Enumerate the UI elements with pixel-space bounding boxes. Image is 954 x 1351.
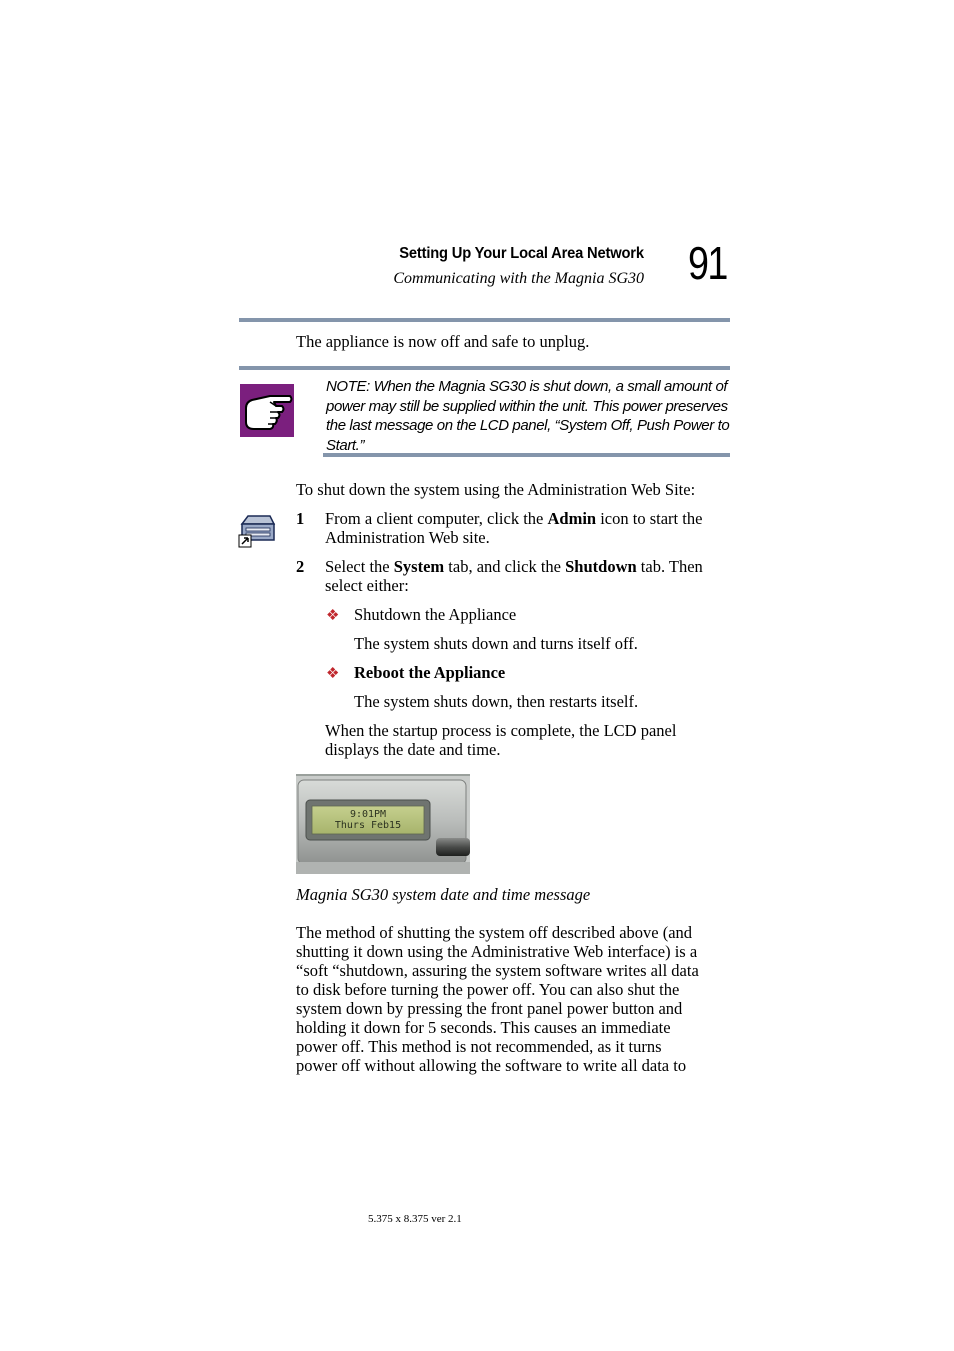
lcd-readout <box>314 809 422 831</box>
step-2-text: Select the System tab, and click the Shutdown tab. Then select either: <box>325 557 703 595</box>
closing-line: “soft “shutdown, assuring the system software writes all data <box>296 961 699 980</box>
closing-line: power off. This method is not recommended, as it turns <box>296 1037 662 1056</box>
page-number: 91 <box>688 237 727 289</box>
lcd-date: Thurs Feb15 <box>334 820 402 831</box>
closing-line: holding it down for 5 seconds. This causes an immediate <box>296 1018 671 1037</box>
bullet-diamond-icon: ❖ <box>326 608 340 624</box>
option-2-label: Reboot the Appliance <box>354 663 506 682</box>
step-2-number: 2 <box>296 557 305 576</box>
chapter-title: Setting Up Your Local Area Network <box>399 245 644 262</box>
closing-line: to disk before turning the power off. You can also shut the <box>296 980 680 999</box>
pointing-hand-icon <box>240 384 294 437</box>
footer-version: 5.375 x 8.375 ver 2.1 <box>368 1213 462 1225</box>
lcd-time: 9:01PM <box>349 809 387 820</box>
option-1-description: The system shuts down and turns itself off. <box>354 634 638 653</box>
note-text: NOTE: When the Magnia SG30 is shut down, a small amount of power may still be supplied within the unit. This power preserves the last message on the LCD panel, “System Off, Push Power to Start.” <box>326 378 730 454</box>
procedure-intro: To shut down the system using the Administration Web Site: <box>296 480 696 499</box>
closing-line: The method of shutting the system off described above (and <box>296 923 693 942</box>
step-1-text: From a client computer, click the Admin icon to start the Administration Web site. <box>325 509 703 547</box>
option-2-description: The system shuts down, then restarts itself. <box>354 692 639 711</box>
closing-line: shutting it down using the Administrative Web interface) is a <box>296 942 698 961</box>
top-rule <box>239 318 730 322</box>
step-1-number: 1 <box>296 509 305 528</box>
option-1-label: Shutdown the Appliance <box>354 605 517 624</box>
startup-text: When the startup process is complete, the LCD panel displays the date and time. <box>325 721 677 759</box>
closing-paragraph <box>296 923 736 1075</box>
admin-icon[interactable] <box>238 514 276 548</box>
closing-line: system down by pressing the front panel power button and <box>296 999 683 1018</box>
note-top-rule <box>239 366 730 370</box>
section-title: Communicating with the Magnia SG30 <box>393 270 644 287</box>
figure-caption: Magnia SG30 system date and time message <box>296 885 591 904</box>
lcd-panel-image <box>296 774 470 874</box>
note-bottom-rule <box>323 453 730 457</box>
intro-text: The appliance is now off and safe to unplug. <box>296 332 590 351</box>
bullet-diamond-icon: ❖ <box>326 666 340 682</box>
closing-line: power off without allowing the software to write all data to <box>296 1056 687 1075</box>
